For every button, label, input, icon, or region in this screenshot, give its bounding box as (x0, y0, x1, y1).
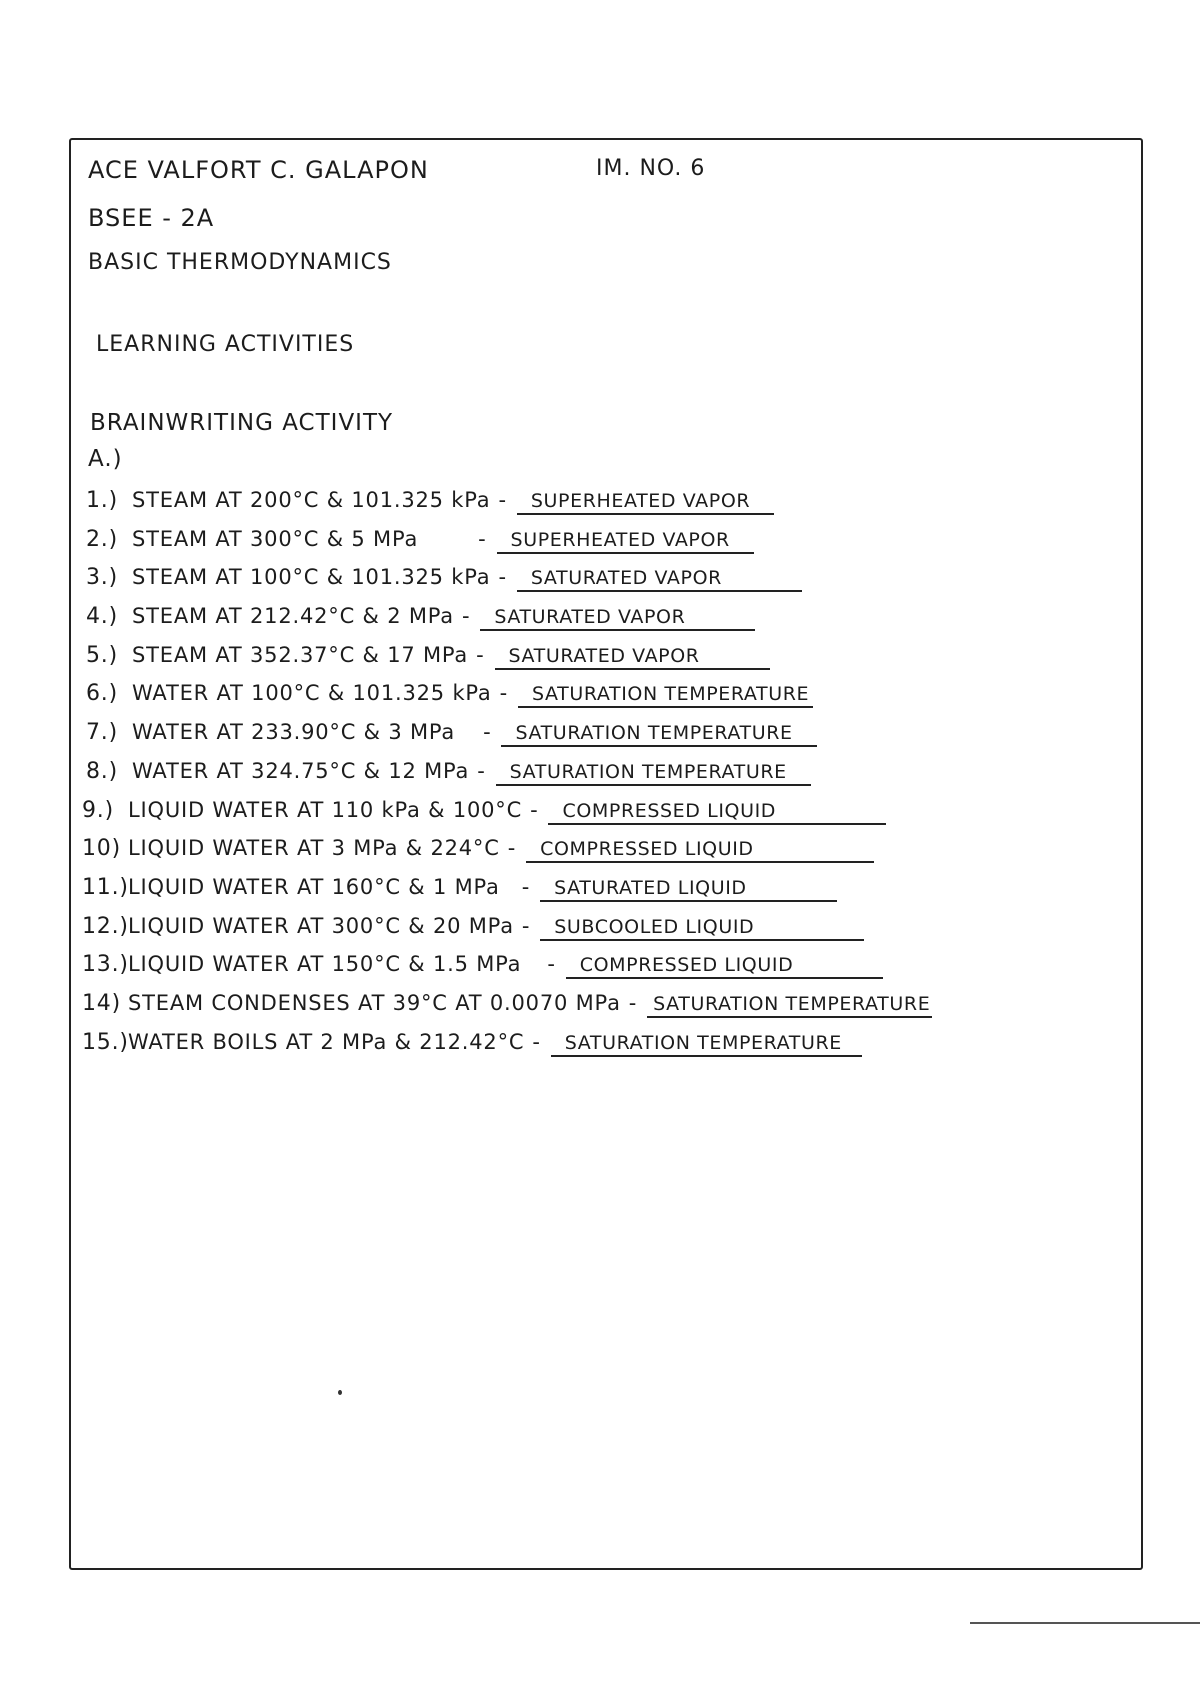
item-question: STEAM CONDENSES AT 39°C AT 0.0070 MPa (128, 990, 621, 1015)
item-answer: SUPERHEATED VAPOR (517, 490, 774, 515)
list-item (82, 952, 932, 991)
item-number: 3.) (86, 565, 118, 591)
item-answer: SATURATION TEMPERATURE (551, 1032, 862, 1057)
item-question: WATER AT 324.75°C & 12 MPa (132, 758, 470, 783)
item-answer: SUPERHEATED VAPOR (497, 529, 754, 554)
item-question: WATER AT 233.90°C & 3 MPa (132, 720, 456, 745)
item-dash: - (521, 874, 531, 899)
subject-title: BASIC THERMODYNAMICS (88, 250, 392, 275)
list-item (82, 991, 932, 1030)
item-question: LIQUID WATER AT 300°C & 20 MPa (128, 913, 514, 938)
item-question: LIQUID WATER AT 160°C & 1 MPa (128, 874, 500, 899)
item-answer: COMPRESSED LIQUID (526, 838, 874, 863)
part-label: A.) (88, 446, 123, 472)
item-answer: SUBCOOLED LIQUID (540, 916, 864, 941)
item-number: 15.) (82, 1029, 129, 1055)
item-dash: - (461, 604, 471, 629)
course-section: BSEE - 2A (88, 204, 215, 232)
item-number: 5.) (86, 642, 118, 668)
scan-edge-line (970, 1622, 1200, 1624)
item-dash: - (499, 681, 508, 706)
item-question: WATER BOILS AT 2 MPa & 212.42°C (128, 1029, 525, 1054)
item-dash: - (498, 565, 507, 590)
item-number: 1.) (86, 488, 118, 513)
item-answer: SATURATION TEMPERATURE (501, 722, 816, 747)
item-question: LIQUID WATER AT 3 MPa & 224°C (128, 836, 500, 861)
item-answer: COMPRESSED LIQUID (548, 800, 886, 825)
item-dash: - (547, 952, 556, 977)
item-number: 13.) (82, 952, 129, 978)
item-dash: - (483, 720, 492, 745)
item-answer: SATURATED VAPOR (480, 606, 755, 631)
item-number: 11.) (82, 874, 129, 900)
item-question: STEAM AT 200°C & 101.325 kPa (132, 488, 491, 512)
item-dash: - (477, 758, 486, 783)
item-answer: SATURATED VAPOR (495, 645, 770, 670)
item-dash: - (628, 990, 638, 1015)
item-dash: - (507, 836, 517, 861)
list-item (86, 604, 932, 643)
item-answer: SATURATION TEMPERATURE (647, 993, 932, 1018)
item-dash: - (521, 913, 531, 938)
im-number: IM. NO. 6 (596, 156, 706, 181)
list-item (86, 681, 932, 720)
item-question: STEAM AT 352.37°C & 17 MPa (132, 642, 469, 667)
item-dash: - (498, 488, 507, 512)
list-item (86, 565, 932, 604)
item-number: 4.) (86, 604, 118, 630)
item-number: 2.) (86, 526, 118, 552)
list-item (82, 798, 932, 837)
item-answer: SATURATION TEMPERATURE (518, 683, 813, 708)
item-question: STEAM AT 212.42°C & 2 MPa (132, 604, 454, 629)
item-dash: - (476, 642, 485, 667)
item-dash: - (530, 797, 539, 822)
item-question: LIQUID WATER AT 150°C & 1.5 MPa (128, 952, 522, 977)
item-question: WATER AT 100°C & 101.325 kPa (132, 681, 492, 706)
list-item (82, 1030, 932, 1069)
item-dash: - (478, 526, 487, 551)
item-answer: COMPRESSED LIQUID (566, 954, 884, 979)
list-item (82, 836, 932, 875)
list-item (86, 527, 932, 566)
item-number: 8.) (86, 758, 118, 784)
student-name: ACE VALFORT C. GALAPON (88, 156, 429, 184)
item-question: STEAM AT 100°C & 101.325 kPa (132, 565, 491, 590)
answer-list (82, 488, 932, 1068)
list-item (86, 720, 932, 759)
activity-title: BRAINWRITING ACTIVITY (90, 410, 394, 436)
item-question: LIQUID WATER AT 110 kPa & 100°C (128, 797, 523, 822)
pen-mark (338, 1390, 342, 1395)
section-title: LEARNING ACTIVITIES (96, 332, 355, 357)
item-number: 9.) (82, 797, 114, 823)
list-item (86, 488, 932, 527)
item-number: 14) (82, 990, 121, 1016)
item-number: 10) (82, 836, 121, 862)
item-answer: SATURATED LIQUID (540, 877, 837, 902)
item-question: STEAM AT 300°C & 5 MPa (132, 526, 419, 551)
item-number: 6.) (86, 681, 118, 707)
list-item (82, 914, 932, 953)
item-number: 12.) (82, 913, 129, 939)
item-answer: SATURATION TEMPERATURE (496, 761, 811, 786)
item-answer: SATURATED VAPOR (517, 567, 802, 592)
item-number: 7.) (86, 720, 118, 746)
list-item (86, 759, 932, 798)
list-item (82, 875, 932, 914)
item-dash: - (532, 1029, 541, 1054)
list-item (86, 643, 932, 682)
